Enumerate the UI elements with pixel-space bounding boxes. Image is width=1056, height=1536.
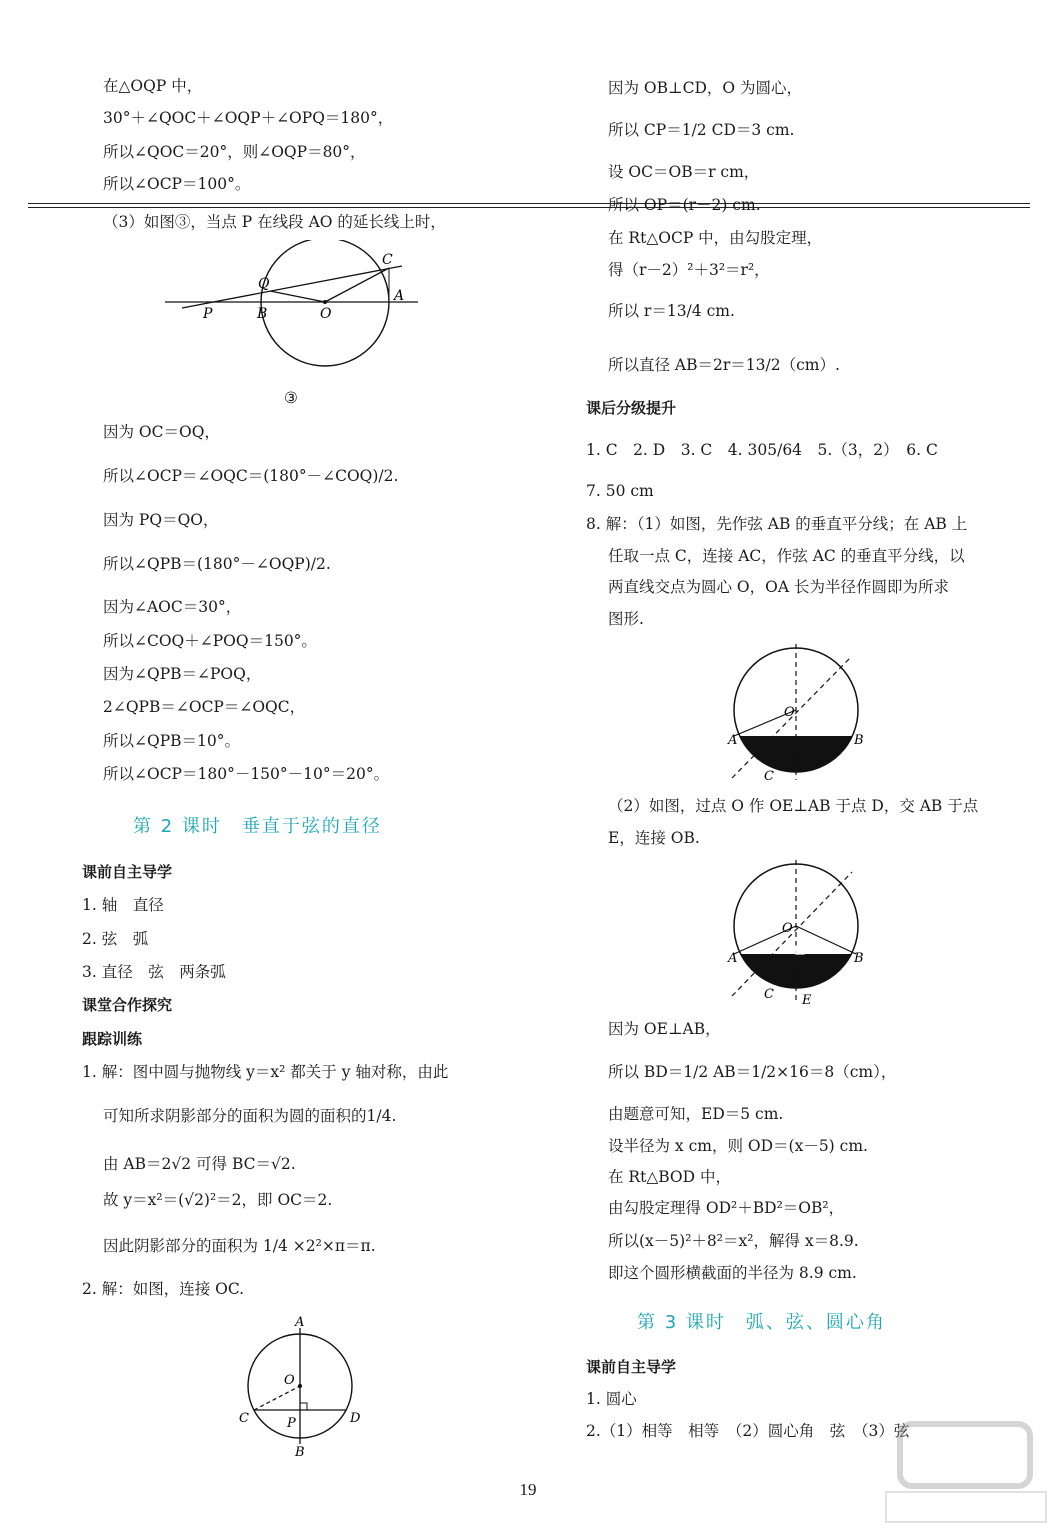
- line: 因为∠AOC＝30°，: [103, 598, 242, 616]
- figure-3-circle: [160, 240, 430, 380]
- line: 所以(x－5)²＋8²＝x²，解得 x＝8.9.: [608, 1232, 859, 1250]
- fig-label: D: [350, 1411, 361, 1426]
- watermark-logo: [880, 1418, 1050, 1528]
- line: 所以 r＝13/4 cm.: [608, 302, 735, 320]
- fig3-label: O: [320, 306, 332, 322]
- line: 因为∠QPB＝∠POQ，: [103, 665, 262, 683]
- answer-line: 1. 轴 直径: [82, 896, 164, 914]
- line: 由 AB＝2√2 可得 BC＝√2.: [103, 1155, 296, 1173]
- fig3-label: C: [382, 252, 393, 268]
- fig-label: P: [287, 1416, 296, 1431]
- line: 由勾股定理得 OD²＋BD²＝OB²，: [608, 1199, 845, 1217]
- line: 在 Rt△BOD 中，: [608, 1168, 731, 1186]
- line: 图形.: [608, 610, 644, 628]
- answer-line: 2.（1）相等 相等 （2）圆心角 弦 （3）弦: [586, 1422, 910, 1440]
- answer-line: 1. C 2. D 3. C 4. 305/64 5.（3，2） 6. C: [586, 441, 938, 459]
- fig-label: B: [854, 733, 864, 748]
- answer-line: 1. 圆心: [586, 1390, 637, 1408]
- line: 所以∠QPB＝10°。: [103, 732, 240, 750]
- line: 所以 CP＝1/2 CD＝3 cm.: [608, 121, 795, 139]
- line: 8. 解：（1）如图，先作弦 AB 的垂直平分线；在 AB 上: [586, 515, 968, 533]
- fig-label: A: [728, 951, 738, 966]
- divider-rule: [28, 203, 1030, 204]
- line: 2. 解：如图，连接 OC.: [82, 1280, 245, 1298]
- answer-line: 3. 直径 弦 两条弧: [82, 963, 226, 981]
- answer-line: 2. 弦 弧: [82, 930, 149, 948]
- line: 所以∠QPB＝(180°－∠OQP)/2.: [103, 555, 331, 573]
- line: 所以∠OCP＝100°。: [103, 175, 251, 193]
- divider-rule: [28, 207, 1030, 208]
- line: 故 y＝x²＝(√2)²＝2，即 OC＝2.: [103, 1191, 333, 1209]
- page-number: 19: [519, 1480, 537, 1499]
- fig-label: O: [784, 705, 795, 720]
- line: 2∠QPB＝∠OCP＝∠OQC，: [103, 698, 306, 716]
- fig-label: A: [295, 1315, 305, 1330]
- fig-label: C: [239, 1411, 249, 1426]
- line: 所以∠OCP＝∠OQC＝(180°－∠COQ)/2.: [103, 467, 399, 485]
- heading: 课前自主导学: [586, 1358, 677, 1376]
- fig3-label: P: [203, 306, 213, 322]
- heading: 课堂合作探究: [82, 996, 173, 1014]
- line: 任取一点 C，连接 AC，作弦 AC 的垂直平分线，以: [608, 547, 965, 565]
- circle-construction-figure-2: [720, 856, 870, 1008]
- fig-label: C: [764, 769, 774, 784]
- line: 得（r－2）²＋3²＝r²，: [608, 261, 770, 279]
- line: 可知所求阴影部分的面积为圆的面积的1/4.: [103, 1107, 397, 1125]
- line: 由题意可知，ED＝5 cm.: [608, 1105, 784, 1123]
- line: 30°＋∠QOC＋∠OQP＋∠OPQ＝180°，: [103, 109, 394, 127]
- line: 因此阴影部分的面积为 1/4 ×2²×π＝π.: [103, 1237, 376, 1255]
- line: 因为 OC＝OQ，: [103, 423, 220, 441]
- fig3-label: Q: [258, 276, 270, 292]
- fig-label: O: [782, 921, 793, 936]
- line: 设半径为 x cm，则 OD＝(x－5) cm.: [608, 1137, 868, 1155]
- fig3-label: B: [257, 306, 268, 322]
- answer-line: 7. 50 cm: [586, 482, 654, 500]
- fig-label: A: [728, 733, 738, 748]
- circle-chord-figure: [232, 1310, 372, 1460]
- circle-construction-figure-1: [720, 640, 870, 790]
- line: 在 Rt△OCP 中，由勾股定理，: [608, 229, 823, 247]
- section-title: 第 2 课时 垂直于弦的直径: [133, 816, 382, 837]
- heading: 课前自主导学: [82, 863, 173, 881]
- line: 所以 BD＝1/2 AB＝1/2×16＝8（cm），: [608, 1063, 897, 1081]
- figure-caption: ③: [284, 389, 298, 407]
- line: 因为 PQ＝QO，: [103, 511, 219, 529]
- line: E，连接 OB.: [608, 829, 700, 847]
- section-title: 第 3 课时 弧、弦、圆心角: [637, 1312, 886, 1333]
- line: 两直线交点为圆心 O，OA 长为半径作圆即为所求: [608, 578, 949, 596]
- line: （2）如图，过点 O 作 OE⊥AB 于点 D，交 AB 于点: [608, 797, 979, 815]
- fig-label: C: [764, 987, 774, 1002]
- fig-label: B: [854, 951, 864, 966]
- line: 所以∠OCP＝180°－150°－10°＝20°。: [103, 765, 390, 783]
- line: （3）如图③，当点 P 在线段 AO 的延长线上时，: [103, 213, 446, 231]
- fig-label: O: [284, 1373, 295, 1388]
- line: 所以 OP＝(r－2) cm.: [608, 196, 761, 214]
- heading: 跟踪训练: [82, 1030, 143, 1048]
- line: 所以直径 AB＝2r＝13/2（cm）.: [608, 356, 840, 374]
- line: 1. 解：图中圆与抛物线 y＝x² 都关于 y 轴对称，由此: [82, 1063, 449, 1081]
- fig3-label: A: [394, 288, 405, 304]
- heading: 课后分级提升: [586, 399, 677, 417]
- line: 所以∠QOC＝20°，则∠OQP＝80°，: [103, 143, 366, 161]
- line: 设 OC＝OB＝r cm，: [608, 163, 760, 181]
- line: 因为 OB⊥CD，O 为圆心，: [608, 79, 803, 97]
- fig-label: E: [802, 993, 812, 1008]
- line: 在△OQP 中，: [103, 77, 203, 95]
- line: 所以∠COQ＋∠POQ＝150°。: [103, 632, 317, 650]
- line: 因为 OE⊥AB，: [608, 1020, 721, 1038]
- line: 即这个圆形横截面的半径为 8.9 cm.: [608, 1264, 857, 1282]
- fig-label: B: [295, 1445, 305, 1460]
